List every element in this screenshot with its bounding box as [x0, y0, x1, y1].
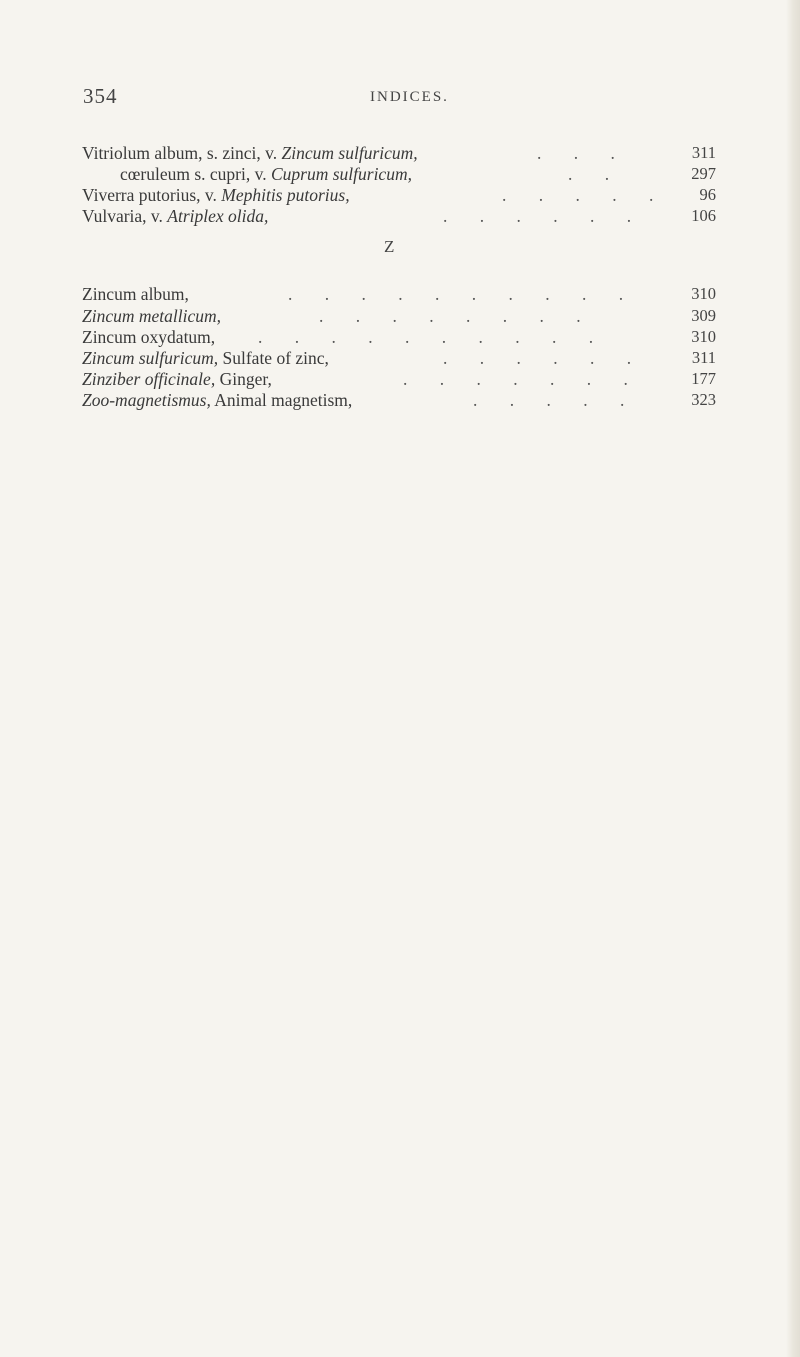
- dot-leaders: . . . . .: [502, 185, 668, 205]
- entry-text: Zincum metallicum,: [82, 306, 222, 326]
- page-ref: 297: [691, 164, 716, 183]
- dot-leaders: . . .: [537, 143, 629, 163]
- index-entry: [0, 368, 800, 390]
- page-ref: 311: [691, 143, 716, 162]
- dot-leaders: . . . . .: [473, 390, 639, 410]
- entry-text: cœruleum s. cupri, v. Cuprum sulfuricum,: [120, 164, 412, 184]
- index-entry: [0, 326, 800, 348]
- dot-leaders: . . . . . . .: [403, 369, 642, 389]
- section-letter: Z: [384, 237, 395, 256]
- dot-leaders: . . . . . .: [443, 206, 646, 226]
- entry-text: Zincum album,: [82, 284, 189, 304]
- index-entry: [0, 347, 800, 369]
- page-ref: 177: [691, 369, 716, 388]
- page-ref: 323: [691, 390, 716, 409]
- page-ref: 310: [691, 327, 716, 346]
- dot-leaders: . . . . . . . . . .: [258, 327, 608, 347]
- dot-leaders: . . . . . .: [443, 348, 646, 368]
- page-ref: 106: [691, 206, 716, 225]
- entry-text: Vulvaria, v. Atriplex olida,: [82, 206, 269, 226]
- entry-text: Vitriolum album, s. zinci, v. Zincum sulfuricum,: [82, 143, 418, 163]
- entry-text: Zincum sulfuricum, Sulfate of zinc,: [82, 348, 329, 368]
- page-ref: 311: [691, 348, 716, 367]
- index-entry: [0, 184, 800, 206]
- page-number: 354: [83, 84, 118, 108]
- entry-text: Zincum oxydatum,: [82, 327, 216, 347]
- index-entry: [0, 305, 800, 327]
- page-ref: 309: [691, 306, 716, 325]
- entry-text: Viverra putorius, v. Mephitis putorius,: [82, 185, 350, 205]
- running-head: INDICES.: [370, 89, 449, 105]
- index-entry: [0, 142, 800, 164]
- index-entry: [0, 283, 800, 305]
- entry-text: Zinziber officinale, Ginger,: [82, 369, 272, 389]
- index-entry: [0, 163, 800, 185]
- page-ref: 310: [691, 284, 716, 303]
- dot-leaders: . .: [568, 164, 624, 184]
- index-entry: [0, 205, 800, 227]
- entry-text: Zoo-magnetismus, Animal magnetism,: [82, 390, 353, 410]
- index-entry: [0, 389, 800, 411]
- dot-leaders: . . . . . . . . . .: [288, 284, 638, 304]
- page-ref: 96: [699, 185, 716, 204]
- dot-leaders: . . . . . . . .: [319, 306, 595, 326]
